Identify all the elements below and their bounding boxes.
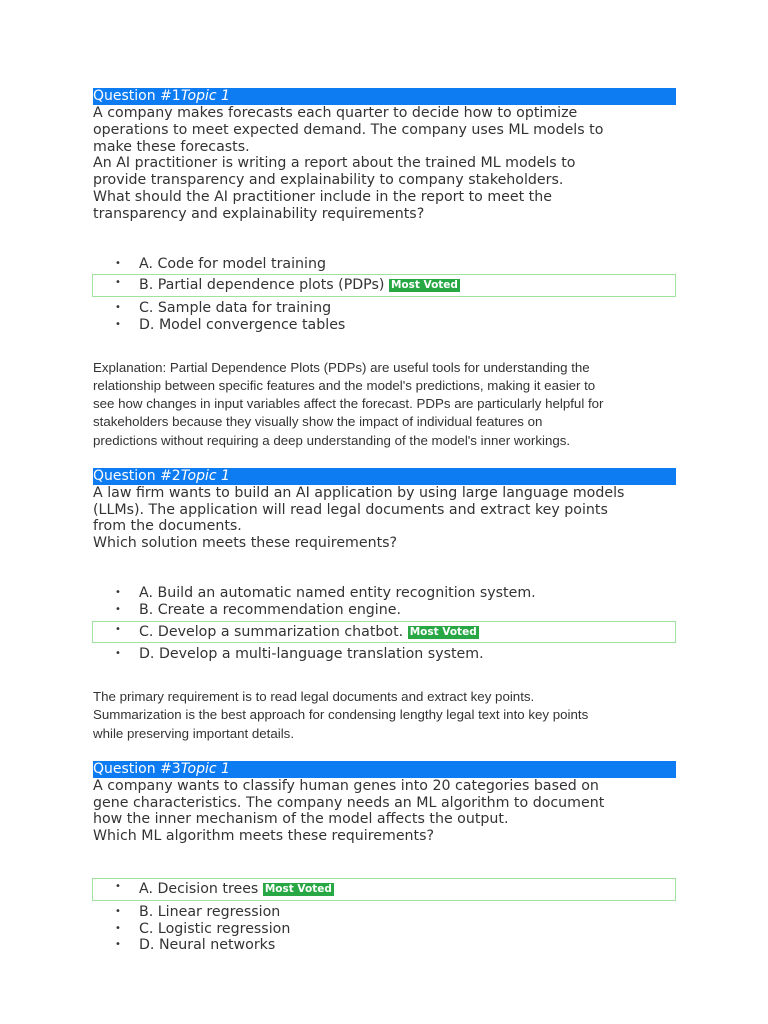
question-text (93, 105, 676, 223)
answer-option-a[interactable] (93, 256, 676, 273)
explanation-text (93, 688, 676, 743)
answer-option-label: B. Linear regression (139, 903, 281, 920)
answer-option-label: D. Neural networks (139, 937, 276, 954)
answer-option-label: B. Partial dependence plots (PDPs) (139, 277, 385, 294)
answer-option-a[interactable] (92, 878, 676, 901)
question-header (93, 88, 676, 105)
most-voted-badge: Most Voted (390, 279, 458, 292)
question-text (93, 485, 676, 552)
answer-option-label: D. Model convergence tables (139, 316, 346, 333)
answer-option-label: C. Logistic regression (139, 920, 291, 937)
answer-option-b[interactable] (93, 904, 676, 921)
question-text-line: A company wants to classify human genes into 20 categories based on (93, 777, 599, 794)
question-text-line: A law firm wants to build an AI application by using large language models (93, 484, 625, 501)
answer-option-label: A. Code for model training (139, 255, 326, 272)
answer-option-b[interactable] (93, 602, 676, 619)
explanation-line: see how changes in input variables affect the forecast. PDPs are particularly helpful for (93, 396, 604, 412)
answer-option-label: D. Develop a multi-language translation system. (139, 646, 484, 663)
explanation-line: Explanation: Partial Dependence Plots (PDPs) are useful tools for understanding the (93, 359, 590, 375)
question-number: Question #2 (93, 467, 181, 484)
question-topic: Topic 1 (180, 760, 230, 777)
answer-option-b[interactable] (92, 274, 676, 297)
question-block-1 (93, 88, 676, 450)
question-header (93, 761, 676, 778)
answer-options (93, 256, 676, 334)
explanation-text (93, 359, 676, 450)
answer-option-label: C. Develop a summarization chatbot. (139, 623, 404, 640)
question-header (93, 468, 676, 485)
answer-option-c[interactable] (93, 921, 676, 938)
question-text-line: how the inner mechanism of the model affects the output. (93, 811, 509, 828)
answer-option-label: C. Sample data for training (139, 300, 332, 317)
answer-option-d[interactable] (93, 937, 676, 954)
answer-option-d[interactable] (93, 646, 676, 663)
question-topic: Topic 1 (180, 467, 230, 484)
question-number: Question #1 (93, 88, 181, 104)
question-block-2 (93, 468, 676, 743)
question-block-3 (93, 761, 676, 954)
question-text-line: gene characteristics. The company needs an ML algorithm to document (93, 794, 605, 811)
answer-option-label: A. Decision trees (139, 880, 259, 897)
question-text-line: Which solution meets these requirements? (93, 535, 398, 552)
explanation-line: stakeholders because they visually show the impact of individual features on (93, 414, 543, 430)
explanation-line: while preserving important details. (93, 725, 295, 741)
question-topic: Topic 1 (180, 88, 230, 104)
explanation-line: predictions without requiring a deep understanding of the model's inner workings. (93, 432, 571, 448)
question-number: Question #3 (93, 760, 181, 777)
answer-option-label: B. Create a recommendation engine. (139, 601, 401, 618)
answer-option-d[interactable] (93, 317, 676, 334)
question-text (93, 778, 676, 845)
question-text-line: operations to meet expected demand. The company uses ML models to (93, 121, 604, 138)
question-text-line: transparency and explainability requirements? (93, 205, 425, 222)
most-voted-badge: Most Voted (264, 882, 332, 895)
answer-option-c[interactable] (92, 621, 676, 644)
question-text-line: provide transparency and explainability to company stakeholders. (93, 172, 564, 189)
question-text-line: What should the AI practitioner include in the report to meet the (93, 188, 552, 205)
answer-options (93, 585, 676, 663)
question-text-line: make these forecasts. (93, 138, 250, 155)
answer-option-label: A. Build an automatic named entity recognition system. (139, 584, 536, 601)
question-text-line: An AI practitioner is writing a report about the trained ML models to (93, 155, 576, 172)
exam-page (93, 88, 676, 954)
most-voted-badge: Most Voted (409, 625, 477, 638)
question-text-line: from the documents. (93, 518, 242, 535)
question-text-line: (LLMs). The application will read legal documents and extract key points (93, 501, 608, 518)
explanation-line: The primary requirement is to read legal documents and extract key points. (93, 689, 535, 705)
explanation-line: relationship between specific features and the model's predictions, making it easier to (93, 377, 596, 393)
answer-option-a[interactable] (93, 585, 676, 602)
explanation-line: Summarization is the best approach for condensing lengthy legal text into key points (93, 707, 589, 723)
answer-options (93, 878, 676, 954)
question-text-line: A company makes forecasts each quarter to decide how to optimize (93, 105, 578, 121)
answer-option-c[interactable] (93, 300, 676, 317)
question-text-line: Which ML algorithm meets these requirements? (93, 828, 435, 845)
